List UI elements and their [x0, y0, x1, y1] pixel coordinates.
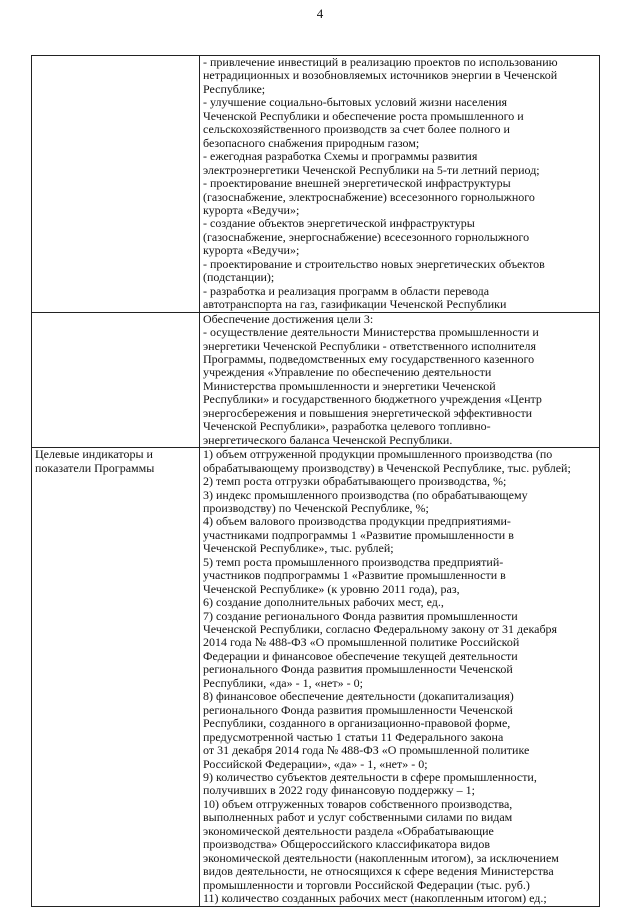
row-content-cell — [200, 312, 600, 448]
text-line: Чеченской Республике», тыс. рублей; — [203, 542, 394, 556]
table-row — [32, 448, 600, 906]
page-number: 4 — [316, 6, 324, 21]
text-line: участниками подпрограммы 1 «Развитие промышленности в — [203, 528, 514, 542]
label-line: Целевые индикаторы и — [35, 448, 153, 462]
text-line: регионального Фонда развития промышленности Чеченской — [203, 703, 513, 717]
table-row — [32, 56, 600, 313]
text-line: - создание объектов энергетической инфраструктуры — [203, 217, 475, 231]
text-line: 3) индекс промышленного производства (по обрабатывающему — [203, 488, 528, 502]
row-label-cell — [32, 312, 200, 448]
text-line: 1) объем отгруженной продукции промышленного производства (по — [203, 448, 553, 462]
text-line: Обеспечение достижения цели 3: — [203, 312, 374, 326]
text-line: промышленности и торговли Российской Федерации (тыс. руб.) — [203, 878, 530, 892]
text-line: электроэнергетики Чеченской Республики на 5-ти летний период; — [203, 163, 540, 177]
text-line: нетрадиционных и возобновляемых источников энергии в Чеченской — [203, 69, 558, 83]
text-line: учреждения «Управление по обеспечению деятельности — [203, 366, 492, 380]
text-line: производства» Общероссийского классификатора видов — [203, 838, 490, 852]
text-line: производству) по Чеченской Республике, %; — [203, 501, 429, 515]
text-line: - ежегодная разработка Схемы и программы развития — [203, 150, 478, 164]
text-line: видов деятельности, не относящихся к сфере ведения Министерства — [203, 865, 554, 879]
text-line: 2014 года № 488-ФЗ «О промышленной политике Российской — [203, 636, 520, 650]
text-line: Программы, подведомственных ему государственного казенного — [203, 352, 535, 366]
row-label-cell — [32, 56, 200, 313]
text-line: автотранспорта на газ, газификации Чеченской Республики — [203, 298, 507, 312]
text-line: обрабатывающему производству) в Чеченской Республике, тыс. рублей; — [203, 461, 571, 475]
text-line: регионального Фонда развития промышленности Чеченской — [203, 663, 513, 677]
text-line: - привлечение инвестиций в реализацию проектов по использованию — [203, 56, 558, 69]
text-line: (подстанции); — [203, 271, 275, 285]
text-line: - осуществление деятельности Министерства промышленности и — [203, 326, 539, 340]
text-line: курорта «Ведучи»; — [203, 244, 300, 258]
program-passport-table — [31, 55, 600, 907]
text-line: Чеченской Республики, согласно Федеральному закону от 31 декабря — [203, 623, 558, 637]
text-line: энергетики Чеченской Республики - ответственного исполнителя — [203, 339, 536, 353]
text-line: участников подпрограммы 1 «Развитие промышленности в — [203, 569, 506, 583]
text-line: 4) объем валового производства продукции предприятиями- — [203, 515, 511, 529]
text-line: (газоснабжение, энергоснабжение) всесезонного горнолыжного — [203, 230, 530, 244]
table-row — [32, 312, 600, 448]
text-line: 8) финансовое обеспечение деятельности (докапитализация) — [203, 690, 514, 704]
row-label-cell — [32, 448, 200, 906]
text-line: экономической деятельности раздела «Обрабатывающие — [203, 824, 494, 838]
text-line: (газоснабжение, электроснабжение) всесезонного горнолыжного — [203, 190, 535, 204]
text-line: - улучшение социально-бытовых условий жизни населения — [203, 96, 508, 110]
text-line: от 31 декабря 2014 года № 488-ФЗ «О промышленной политике — [203, 744, 530, 758]
text-line: - проектирование и строительство новых энергетических объектов — [203, 257, 545, 271]
text-line: 2) темп роста отгрузки обрабатывающего производства, %; — [203, 475, 507, 489]
text-line: Республики» и государственного бюджетного учреждения «Центр — [203, 393, 542, 407]
text-line: Республике; — [203, 82, 266, 96]
text-line: Чеченской Республики», разработка целевого топливно- — [203, 420, 491, 434]
text-line: Федерации и финансовое обеспечение текущей деятельности — [203, 649, 518, 663]
text-line: Российской Федерации», «да» - 1, «нет» - 0; — [203, 757, 428, 771]
row-content-cell — [200, 56, 600, 313]
text-line: Министерства промышленности и энергетики Чеченской — [203, 379, 496, 393]
text-line: - разработка и реализация программ в области перевода — [203, 284, 490, 298]
text-line: 11) количество созданных рабочих мест (накопленным итогом) ед.; — [203, 892, 547, 906]
text-line: 6) создание дополнительных рабочих мест, ед., — [203, 596, 444, 610]
text-line: предусмотренной частью 1 статьи 11 Федерального закона — [203, 730, 504, 744]
text-line: Чеченской Республике» (к уровню 2011 года), раз, — [203, 582, 460, 596]
text-line: получивших в 2022 году финансовую поддержку – 1; — [203, 784, 475, 798]
text-line: Республики, «да» - 1, «нет» - 0; — [203, 676, 363, 690]
text-line: 7) создание регионального Фонда развития промышленности — [203, 609, 518, 623]
text-line: курорта «Ведучи»; — [203, 203, 300, 217]
text-line: выполненных работ и услуг собственными силами по видам — [203, 811, 513, 825]
text-line: 9) количество субъектов деятельности в сфере промышленности, — [203, 771, 537, 785]
text-line: Республики, созданного в организационно-правовой форме, — [203, 717, 511, 731]
table-body — [32, 56, 600, 907]
text-line: - проектирование внешней энергетической инфраструктуры — [203, 177, 511, 191]
text-line: сельскохозяйственного производств за счет более полного и — [203, 123, 510, 137]
text-line: 5) темп роста промышленного производства предприятий- — [203, 555, 504, 569]
text-line: безопасного снабжения природным газом; — [203, 136, 420, 150]
text-line: энергосбережения и повышения энергетической эффективности — [203, 406, 533, 420]
row-content-cell — [200, 448, 600, 906]
text-line: экономической деятельности (накопленным итогом), за исключением — [203, 851, 559, 865]
text-line: энергетического баланса Чеченской Республики. — [203, 433, 453, 447]
text-line: Чеченской Республики и обеспечение роста промышленного и — [203, 109, 524, 123]
label-line: показатели Программы — [35, 461, 155, 475]
text-line: 10) объем отгруженных товаров собственного производства, — [203, 797, 513, 811]
